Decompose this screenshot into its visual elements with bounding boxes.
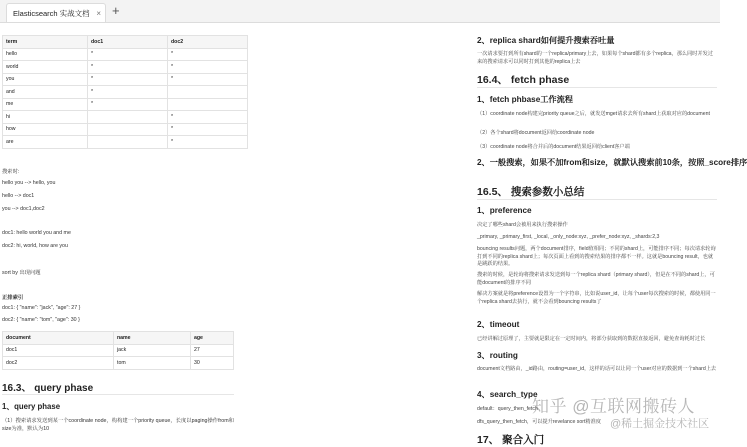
preference-line: 搜索的时候，是轮询将搜索请求发送到每一个replica shard（primary shard），但是在不同的shard上，可能document的排序不同 [477,272,715,286]
table-cell [168,86,248,99]
tab-bar [0,0,720,23]
table-row [3,136,248,149]
table-row [3,61,248,74]
heading-routing: 3、routing [477,351,518,360]
table-cell: world [3,61,88,74]
heading-search-type: 4、search_type [477,390,538,399]
table-cell: * [168,61,248,74]
table-cell: tom [114,357,191,370]
table-cell: hi [3,111,88,124]
replica-text: 一次请求要打到所有shard的一个replica/primary上去，如果每个shard都有多个replica，那么同时并发过来的搜索请求可以同时打到其他的replica上去 [477,51,714,65]
heading-query-phase-1: 1、query phase [2,402,61,411]
preference-line: _primary, _primary_first, _local, _only_node:xyz, _prefer_node:xyz, _shards:2,3 [477,234,660,240]
heading-divider [477,199,717,200]
table-cell: * [168,48,248,61]
fetch-line: （2）各个shard将document返回给coordinate node [477,130,595,136]
fetch-line: （3）coordinate node将合并后的document结果返回给client客户端 [477,144,630,150]
table-row [3,98,248,111]
table-cell [88,123,168,136]
table-row [3,73,248,86]
heading-aggregation: 17、 聚合入门 [477,434,545,446]
table-cell: jack [114,344,191,357]
heading-fetch-1: 1、fetch phbase工作流程 [477,95,573,104]
query-phase-text: （1）搜索请求发送到某一个coordinate node，构构建一个priority queue，长度以paging操作from和size为准，默认为10 [2,418,234,432]
routing-text: document文档路由，_id路由，routing=user_id，这样的话可以让同一个user对应的数据到一个shard上去 [477,366,717,372]
table-header-row [3,36,248,49]
table-row [3,344,234,357]
heading-search-params: 16.5、 搜索参数小总结 [477,186,585,198]
table-cell: 30 [191,357,234,370]
table-header: doc1 [88,36,168,49]
table-header: document [3,332,114,345]
search-line: doc2: hi, world, how are you [2,243,68,249]
heading-timeout: 2、timeout [477,320,520,329]
table-cell: * [88,86,168,99]
left-page [0,23,236,439]
heading-divider [2,394,234,395]
table-cell: * [88,98,168,111]
heading-fetch-phase: 16.4、 fetch phase [477,74,570,86]
table-cell: * [168,73,248,86]
table-row [3,123,248,136]
inverted-index-table [2,35,248,149]
document-tab[interactable] [6,3,106,22]
table-cell: and [3,86,88,99]
document-tab-title: Elasticsearch 实战文档 [13,9,90,18]
table-cell: * [168,111,248,124]
table-cell [88,136,168,149]
right-page [474,23,747,446]
watermark: 知乎 @互联网搬砖人 [532,397,695,416]
table-cell: me [3,98,88,111]
fetch-line: （1）coordinate node构建完priority queue之后，就发送mget请求去所有shard上获取对应的document [477,111,710,117]
preference-line: bouncing results问题，两个document排序，field值相同；不同的shard上，可能排序不同；每次请求轮询打到不同的replica shard上；每次页面上看到的搜索结果的排序都不一样。这就是bouncing result，也就是跳跃的结果。 [477,246,716,268]
forward-index-table [2,331,234,370]
table-row [3,86,248,99]
table-cell: doc2 [3,357,114,370]
timeout-text: 已经讲解过原理了，主要就是限定在一定时间内，将部分获取到的数据直接返回，避免查询耗时过长 [477,336,706,342]
forward-line: doc1: { "name": "jack", "age": 27 } [2,305,81,311]
heading-preference: 1、preference [477,206,532,215]
heading-general-search: 2、一般搜索，如果不加from和size，就默认搜索前10条，按照_score排序 [477,158,747,167]
table-row [3,111,248,124]
heading-query-phase: 16.3、 query phase [2,383,94,394]
heading-divider [477,87,717,88]
table-cell [88,111,168,124]
table-cell: 27 [191,344,234,357]
search-type-line: default：query_then_fetch [477,406,538,412]
table-header-row [3,332,234,345]
table-cell: * [168,123,248,136]
heading-replica: 2、replica shard如何提升搜索吞吐量 [477,36,615,45]
search-line: you --> doc1,doc2 [2,206,45,212]
table-row [3,357,234,370]
table-cell: * [88,61,168,74]
table-cell [168,98,248,111]
search-line: hello you --> hello, you [2,180,56,186]
preference-line: 决定了哪些shard会被用来执行搜索操作 [477,222,568,228]
table-header: doc2 [168,36,248,49]
search-line: hello --> doc1 [2,193,35,199]
table-header: age [191,332,234,345]
table-cell: doc1 [3,344,114,357]
search-line: doc1: hello world you and me [2,230,71,236]
search-label: 搜索时: [2,169,20,175]
add-tab-icon[interactable]: + [112,3,120,18]
table-header: name [114,332,191,345]
table-header: term [3,36,88,49]
forward-index-label: 正排索引 [2,295,24,301]
forward-line: doc2: { "name": "tom", "age": 30 } [2,317,80,323]
close-icon[interactable]: × [96,9,101,18]
table-cell: * [168,136,248,149]
table-cell: * [88,73,168,86]
table-cell: are [3,136,88,149]
table-row [3,48,248,61]
search-line: sort by 出现问题 [2,270,41,276]
table-cell: how [3,123,88,136]
search-type-line: dfs_query_then_fetch，可以提升revelance sort精准度 [477,419,601,425]
table-cell: you [3,73,88,86]
table-cell: hello [3,48,88,61]
table-cell: * [88,48,168,61]
watermark-sub: @稀土掘金技术社区 [610,418,710,430]
preference-line: 解决方案就是将preference设置为一个字符串，比如说user_id，让每个user每次搜索的时候，都使用同一个replica shard去执行，就不会看到bouncing results了 [477,291,716,305]
